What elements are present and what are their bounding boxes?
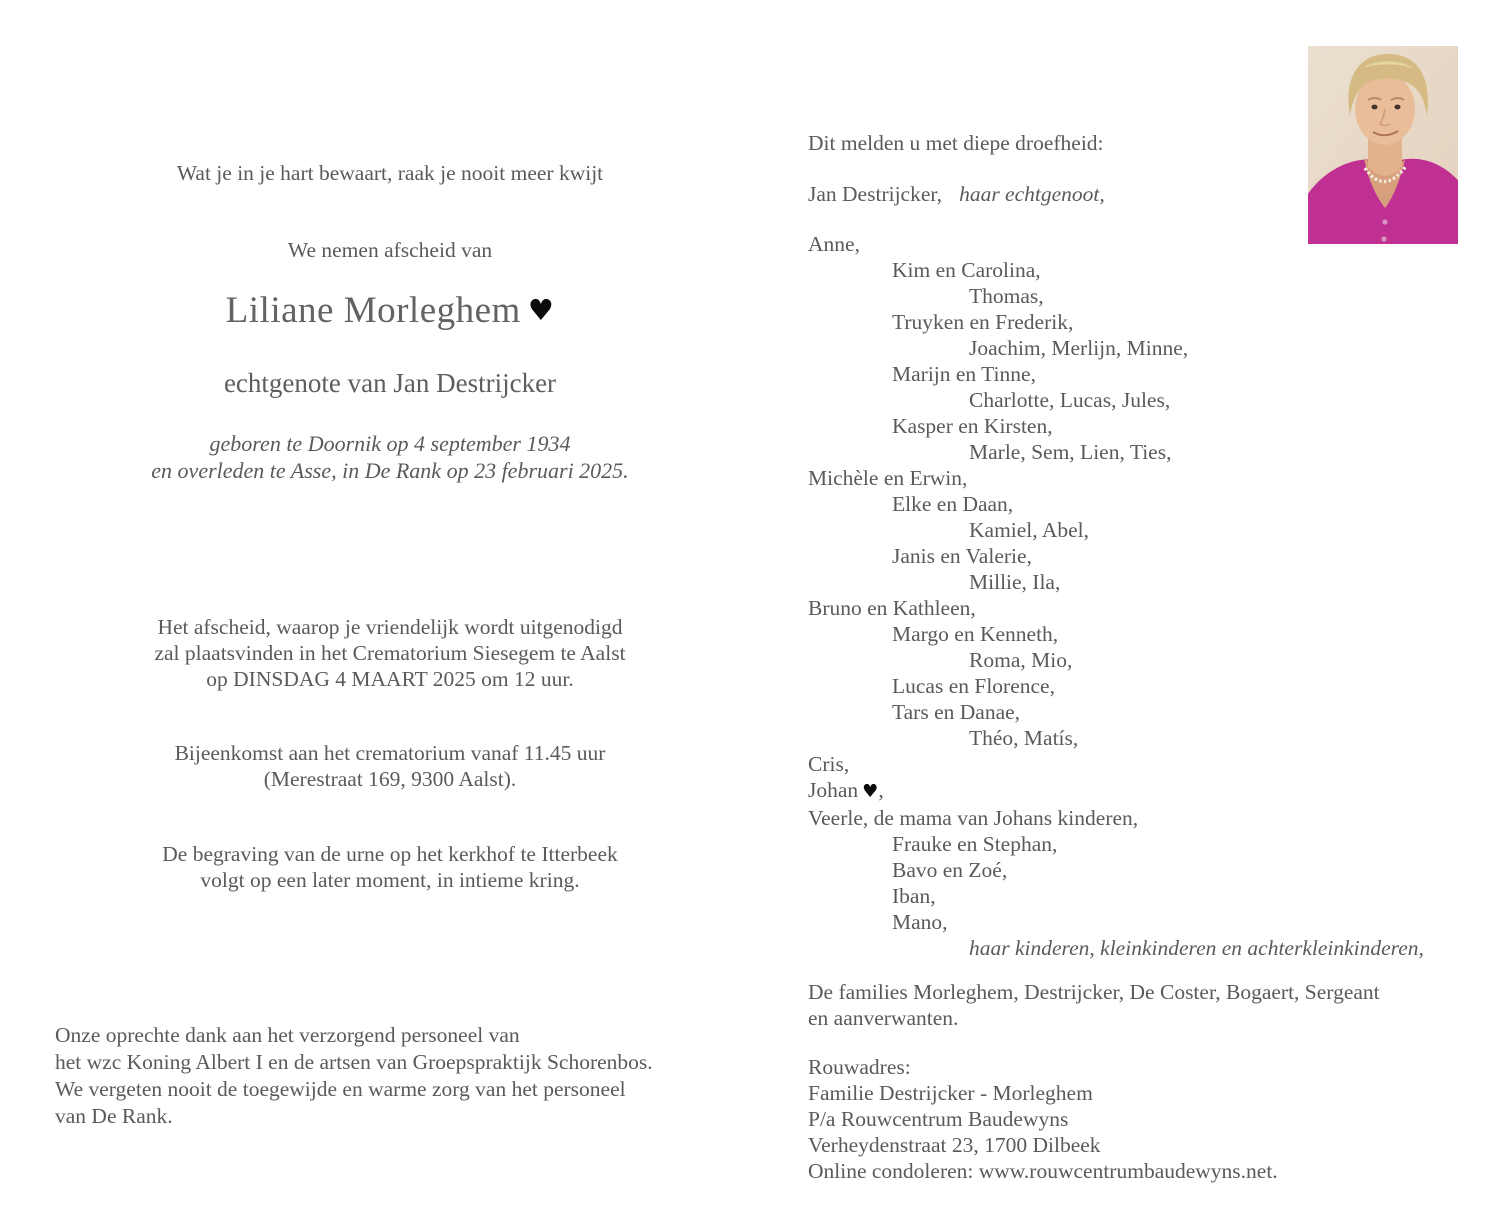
spouse-relation: echtgenote van Jan Destrijcker	[223, 368, 557, 398]
family-member-name: Charlotte, Lucas, Jules,	[969, 388, 1171, 412]
family-member-line	[892, 909, 1483, 935]
announcement-line: Dit melden u met diepe droefheid:	[808, 131, 1104, 155]
thanks-line: Onze oprechte dank aan het verzorgend personeel van	[55, 1023, 520, 1047]
family-member-line	[892, 491, 1483, 517]
eye-left	[1372, 105, 1378, 110]
family-member-line	[969, 335, 1483, 361]
family-member-line	[892, 883, 1483, 909]
ceremony-line: Het afscheid, waarop je vriendelijk wordt uitgenodigd	[157, 615, 623, 639]
family-member-name: Truyken en Frederik,	[892, 310, 1074, 334]
family-member-name: Joachim, Merlijn, Minne,	[969, 336, 1189, 360]
family-member-line	[892, 309, 1483, 335]
burial-info	[45, 841, 735, 893]
family-member-name: Janis en Valerie,	[892, 544, 1032, 568]
family-member-line	[969, 387, 1483, 413]
acknowledgement-text	[55, 1022, 775, 1130]
family-member-name: Marle, Sem, Lien, Ties,	[969, 440, 1172, 464]
address-line: Verheydenstraat 23, 1700 Dilbeek	[808, 1133, 1101, 1157]
family-member-line	[969, 439, 1483, 465]
burial-line: volgt op een later moment, in intieme kring.	[200, 868, 580, 892]
address-line: Online condoleren: www.rouwcentrumbaudewyns.net.	[808, 1159, 1278, 1183]
family-member-name: Bavo en Zoé,	[892, 858, 1008, 882]
portrait-photo	[1308, 46, 1458, 244]
family-member-line	[808, 777, 1483, 805]
spouse-role: haar echtgenoot,	[959, 182, 1105, 206]
date-line: geboren te Doornik op 4 september 1934	[209, 431, 571, 456]
family-member-name: Millie, Ila,	[969, 570, 1061, 594]
family-member-name: Michèle en Erwin,	[808, 466, 968, 490]
family-member-line	[892, 699, 1483, 725]
gathering-line: Bijeenkomst aan het crematorium vanaf 11.45 uur	[174, 741, 606, 765]
family-member-name: Iban,	[892, 884, 936, 908]
families-line	[808, 979, 1380, 1031]
mourning-address	[808, 1054, 1278, 1184]
family-member-line	[808, 805, 1483, 831]
family-member-line	[969, 517, 1483, 543]
family-member-name: Johan	[808, 778, 859, 802]
family-member-name: Veerle, de mama van Johans kinderen,	[808, 806, 1139, 830]
cardigan-button	[1381, 236, 1386, 241]
thanks-line: van De Rank.	[55, 1104, 173, 1128]
ceremony-line: zal plaatsvinden in het Crematorium Siesegem te Aalst	[154, 641, 626, 665]
gathering-info	[45, 740, 735, 792]
family-member-line	[892, 831, 1483, 857]
address-line: Familie Destrijcker - Morleghem	[808, 1081, 1093, 1105]
gathering-line: (Merestraat 169, 9300 Aalst).	[263, 767, 517, 791]
family-member-name: Margo en Kenneth,	[892, 622, 1059, 646]
birth-death-dates	[45, 430, 735, 484]
family-member-name: Elke en Daan,	[892, 492, 1014, 516]
address-line: P/a Rouwcentrum Baudewyns	[808, 1107, 1069, 1131]
deceased-name-line	[45, 287, 735, 334]
families-text-line: De families Morleghem, Destrijcker, De Coster, Bogaert, Sergeant	[808, 980, 1380, 1004]
family-member-line	[892, 257, 1483, 283]
family-member-name: Marijn en Tinne,	[892, 362, 1036, 386]
family-member-name: Théo, Matís,	[969, 726, 1079, 750]
family-member-name: Bruno en Kathleen,	[808, 596, 976, 620]
family-member-name: Lucas en Florence,	[892, 674, 1055, 698]
family-member-name: Tars en Danae,	[892, 700, 1021, 724]
ceremony-info	[45, 614, 735, 692]
burial-line: De begraving van de urne op het kerkhof te Itterbeek	[162, 842, 618, 866]
memorial-quote: Wat je in je hart bewaart, raak je nooit meer kwijt	[176, 161, 604, 185]
family-member-name: Mano,	[892, 910, 948, 934]
families-text-line: en aanverwanten.	[808, 1006, 959, 1030]
heart-icon: ♥	[527, 293, 555, 327]
thanks-line: We vergeten nooit de toegewijde en warme zorg van het personeel	[55, 1077, 626, 1101]
eye-right	[1395, 105, 1401, 110]
family-member-name: Kamiel, Abel,	[969, 518, 1090, 542]
family-member-line	[892, 543, 1483, 569]
family-member-line	[969, 935, 1483, 961]
thanks-line: het wzc Koning Albert I en de artsen van Groepspraktijk Schorenbos.	[55, 1050, 653, 1074]
deceased-name: Liliane Morleghem	[225, 290, 521, 331]
family-member-line	[808, 751, 1483, 777]
family-member-name: haar kinderen, kleinkinderen en achterkleinkinderen,	[969, 936, 1424, 960]
family-member-name: Frauke en Stephan,	[892, 832, 1058, 856]
family-member-line	[808, 595, 1483, 621]
family-member-line	[892, 621, 1483, 647]
family-member-line	[969, 647, 1483, 673]
ceremony-line: op DINSDAG 4 MAART 2025 om 12 uur.	[206, 667, 574, 691]
family-members-list	[808, 231, 1483, 961]
heart-icon: ♥	[862, 781, 879, 802]
family-member-line	[969, 569, 1483, 595]
family-member-line	[892, 857, 1483, 883]
spouse-line	[808, 181, 1105, 207]
family-member-line	[969, 283, 1483, 309]
family-member-name: Kim en Carolina,	[892, 258, 1041, 282]
spouse-name: Jan Destrijcker,	[808, 182, 943, 206]
family-member-line	[969, 725, 1483, 751]
family-member-name: Kasper en Kirsten,	[892, 414, 1053, 438]
farewell-intro: We nemen afscheid van	[287, 238, 493, 262]
family-member-line	[892, 413, 1483, 439]
family-member-name: Cris,	[808, 752, 850, 776]
family-member-name: Thomas,	[969, 284, 1044, 308]
cardigan-button	[1382, 219, 1387, 224]
family-member-line	[892, 361, 1483, 387]
family-member-line	[892, 673, 1483, 699]
family-member-suffix: ,	[878, 778, 884, 802]
address-line: Rouwadres:	[808, 1055, 911, 1079]
family-member-name: Roma, Mio,	[969, 648, 1073, 672]
date-line: en overleden te Asse, in De Rank op 23 februari 2025.	[151, 458, 629, 483]
family-member-name: Anne,	[808, 232, 860, 256]
family-member-line	[808, 465, 1483, 491]
